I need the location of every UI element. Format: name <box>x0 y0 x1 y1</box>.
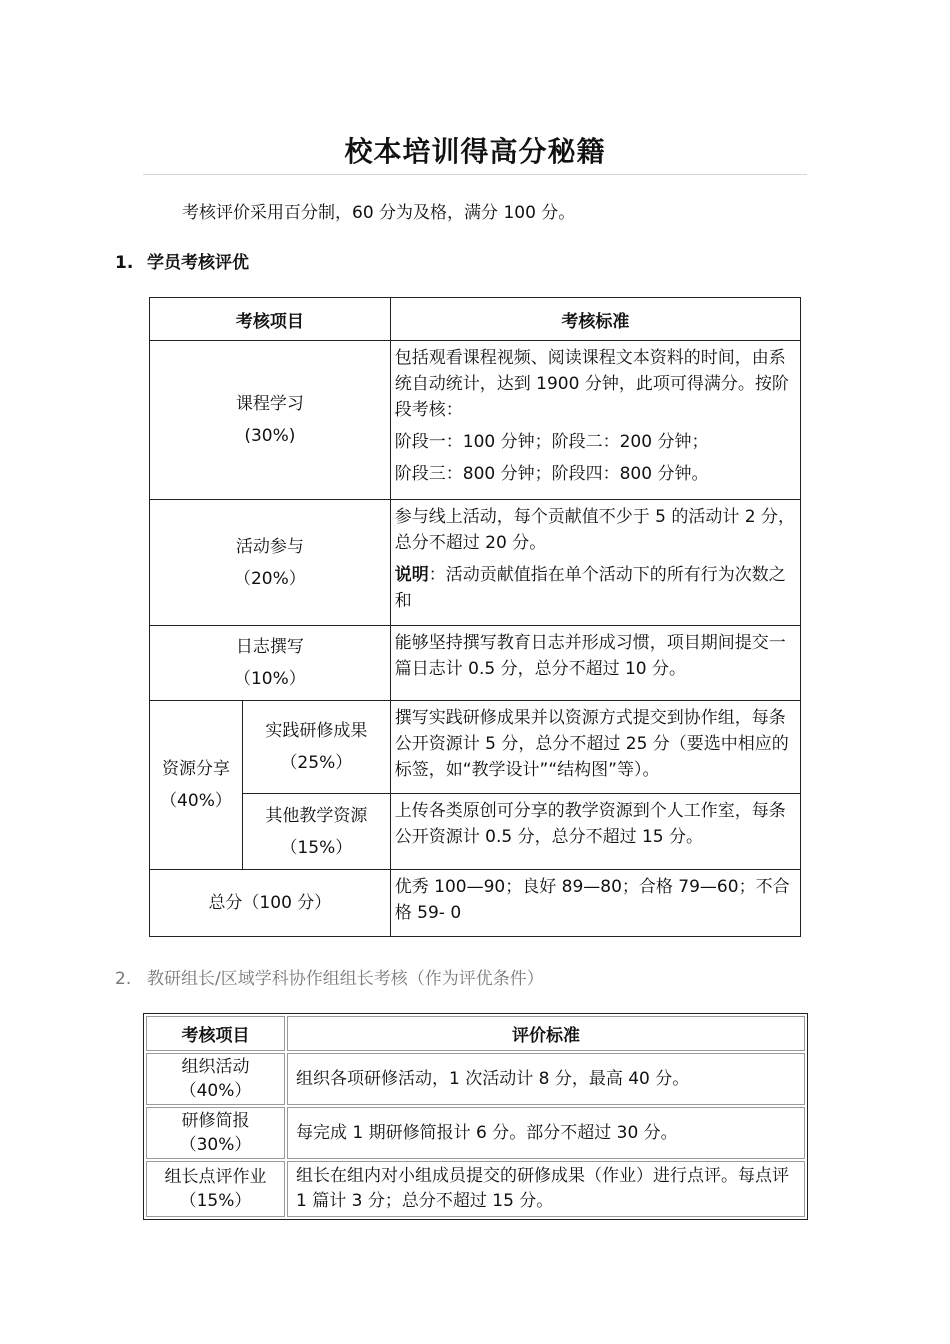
header-standard: 评价标准 <box>287 1016 805 1051</box>
item-cell <box>146 1107 285 1159</box>
sub-item-cell <box>242 794 390 870</box>
section-2-heading <box>115 964 544 989</box>
table-row-resource-other <box>150 794 801 870</box>
item-cell <box>146 1053 285 1105</box>
item-name: 组织活动 <box>181 1057 250 1077</box>
standard-text: 优秀 100—90；良好 89—80；合格 79—60；不合格 59- 0 <box>394 877 790 923</box>
leader-assessment-table <box>143 1013 808 1220</box>
note-label: 说明 <box>394 565 429 585</box>
standard-text: 阶段一：100 分钟；阶段二：200 分钟； <box>394 432 709 452</box>
note-text: ：活动贡献值指在单个活动下的所有行为次数之和 <box>394 565 786 611</box>
sub-item-weight: （15%） <box>280 837 353 858</box>
item-name: 研修简报 <box>181 1111 250 1131</box>
standard-cell <box>390 701 800 794</box>
header-item: 考核项目 <box>150 298 391 341</box>
standard-cell <box>390 341 800 500</box>
table-row-activity <box>150 500 801 626</box>
item-cell <box>150 341 391 500</box>
standard-cell: 每完成 1 期研修简报计 6 分。部分不超过 30 分。 <box>287 1107 805 1159</box>
title-divider <box>143 174 807 175</box>
standard-text: 撰写实践研修成果并以资源方式提交到协作组，每条公开资源计 5 分，总分不超过 25 分（要选中相应的标签，如“教学设计”“结构图”等）。 <box>394 708 789 780</box>
standard-cell <box>390 870 800 937</box>
standard-text: 包括观看课程视频、阅读课程文本资料的时间，由系统自动统计，达到 1900 分钟，此项可得满分。按阶段考核： <box>394 348 789 420</box>
item-cell <box>146 1161 285 1217</box>
section-2-number: 2. <box>115 969 132 989</box>
section-1-label: 学员考核评优 <box>147 253 249 273</box>
sub-item-weight: （25%） <box>280 753 353 773</box>
document-title: 校本培训得高分秘籍 <box>344 135 606 168</box>
table-header-row <box>146 1016 805 1051</box>
header-standard: 考核标准 <box>390 298 800 341</box>
table-row <box>146 1161 805 1217</box>
item-weight: （15%） <box>179 1191 252 1211</box>
section-1-heading <box>115 248 249 273</box>
sub-item-name: 其他教学资源 <box>265 805 368 826</box>
standard-cell: 组长在组内对小组成员提交的研修成果（作业）进行点评。每点评 1 篇计 3 分；总分不超过 15 分。 <box>287 1161 805 1217</box>
intro-paragraph: 考核评价采用百分制，60 分为及格，满分 100 分。 <box>182 203 576 223</box>
table-row <box>146 1107 805 1159</box>
item-cell: 总分（100 分） <box>150 870 391 937</box>
standard-text: 参与线上活动，每个贡献值不少于 5 的活动计 2 分，总分不超过 20 分。 <box>394 507 795 553</box>
item-weight: （10%） <box>233 669 306 689</box>
sub-item-name: 实践研修成果 <box>265 721 368 741</box>
standard-cell <box>390 500 800 626</box>
sub-item-cell <box>242 701 390 794</box>
item-weight: （40%） <box>160 791 232 811</box>
item-name: 日志撰写 <box>235 637 304 657</box>
standard-note <box>395 562 796 614</box>
item-name: 活动参与 <box>235 536 304 557</box>
section-2-label: 教研组长/区域学科协作组组长考核（作为评优条件） <box>147 969 544 989</box>
standard-cell: 组织各项研修活动，1 次活动计 8 分，最高 40 分。 <box>287 1053 805 1105</box>
section-1-number: 1. <box>115 253 134 273</box>
student-assessment-table <box>149 297 801 937</box>
item-cell-resource <box>150 701 243 870</box>
header-item: 考核项目 <box>146 1016 285 1051</box>
item-cell <box>150 626 391 701</box>
table-row <box>146 1053 805 1105</box>
table-row-course <box>150 341 801 500</box>
standard-text: 能够坚持撰写教育日志并形成习惯，项目期间提交一篇日志计 0.5 分，总分不超过 10 分。 <box>394 633 786 679</box>
item-weight: （20%） <box>233 568 306 589</box>
standard-cell <box>390 794 800 870</box>
table-row-total <box>150 870 801 937</box>
table-row-resource-practice <box>150 701 801 794</box>
table-row-journal <box>150 626 801 701</box>
standard-text: 阶段三：800 分钟；阶段四：800 分钟。 <box>394 464 709 484</box>
item-weight: （30%） <box>179 1135 252 1155</box>
item-name: 资源分享 <box>161 759 230 779</box>
item-weight: (30%) <box>244 426 296 446</box>
item-cell <box>150 500 391 626</box>
item-name: 组长点评作业 <box>164 1167 267 1187</box>
item-name: 课程学习 <box>235 394 304 414</box>
table-header-row <box>150 298 801 341</box>
standard-text: 上传各类原创可分享的教学资源到个人工作室，每条公开资源计 0.5 分，总分不超过 15 分。 <box>394 801 786 847</box>
standard-cell <box>390 626 800 701</box>
item-weight: （40%） <box>179 1081 252 1101</box>
